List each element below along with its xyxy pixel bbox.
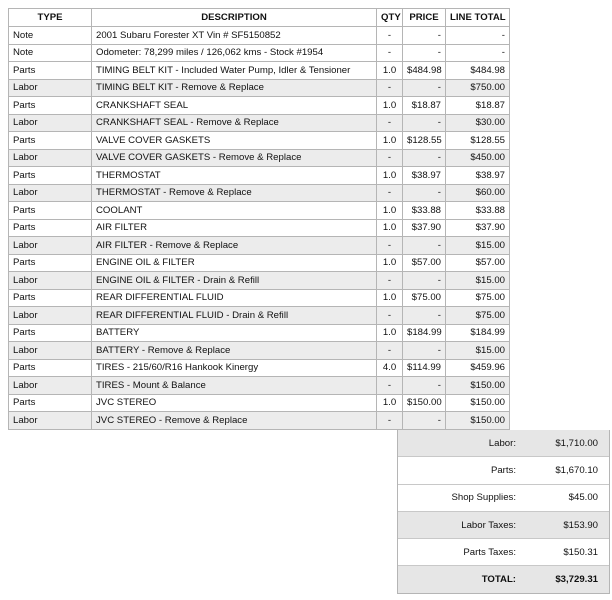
- table-row: [9, 149, 510, 167]
- table-row: [9, 237, 510, 255]
- qty-cell: 1.0: [377, 219, 403, 237]
- price-cell: $128.55: [403, 132, 446, 150]
- description-cell: BATTERY - Remove & Replace: [92, 342, 377, 360]
- description-cell: REAR DIFFERENTIAL FLUID - Drain & Refill: [92, 307, 377, 325]
- table-row: [9, 342, 510, 360]
- type-cell: Labor: [9, 114, 92, 132]
- type-cell: Parts: [9, 219, 92, 237]
- qty-cell: -: [377, 114, 403, 132]
- qty-cell: 1.0: [377, 62, 403, 80]
- type-cell: Parts: [9, 289, 92, 307]
- description-cell: ENGINE OIL & FILTER: [92, 254, 377, 272]
- type-cell: Parts: [9, 167, 92, 185]
- type-cell: Labor: [9, 342, 92, 360]
- qty-cell: -: [377, 79, 403, 97]
- qty-cell: 1.0: [377, 289, 403, 307]
- price-cell: -: [403, 149, 446, 167]
- qty-cell: -: [377, 237, 403, 255]
- price-cell: -: [403, 44, 446, 62]
- qty-cell: -: [377, 27, 403, 45]
- totals-label: Labor Taxes:: [461, 519, 516, 531]
- line-items-table: [8, 8, 510, 430]
- qty-cell: -: [377, 184, 403, 202]
- price-cell: $38.97: [403, 167, 446, 185]
- price-cell: -: [403, 272, 446, 290]
- column-header-description: DESCRIPTION: [92, 9, 377, 27]
- table-row: [9, 27, 510, 45]
- price-cell: $33.88: [403, 202, 446, 220]
- description-cell: JVC STEREO: [92, 394, 377, 412]
- price-cell: $75.00: [403, 289, 446, 307]
- description-cell: BATTERY: [92, 324, 377, 342]
- totals-value: $1,710.00: [555, 437, 598, 449]
- line-total-cell: $60.00: [446, 184, 510, 202]
- description-cell: VALVE COVER GASKETS - Remove & Replace: [92, 149, 377, 167]
- description-cell: AIR FILTER - Remove & Replace: [92, 237, 377, 255]
- totals-value: $1,670.10: [555, 464, 598, 476]
- line-items-body: [9, 27, 510, 430]
- table-row: [9, 254, 510, 272]
- column-header-type: TYPE: [9, 9, 92, 27]
- line-total-cell: $37.90: [446, 219, 510, 237]
- description-cell: REAR DIFFERENTIAL FLUID: [92, 289, 377, 307]
- qty-cell: -: [377, 342, 403, 360]
- type-cell: Note: [9, 27, 92, 45]
- totals-row-labor: [398, 430, 609, 456]
- qty-cell: 1.0: [377, 254, 403, 272]
- column-header-line-total: LINE TOTAL: [446, 9, 510, 27]
- totals-label: Shop Supplies:: [451, 492, 516, 504]
- line-total-cell: $30.00: [446, 114, 510, 132]
- qty-cell: -: [377, 307, 403, 325]
- qty-cell: 1.0: [377, 132, 403, 150]
- type-cell: Parts: [9, 394, 92, 412]
- description-cell: Odometer: 78,299 miles / 126,062 kms - Stock #1954: [92, 44, 377, 62]
- qty-cell: 1.0: [377, 97, 403, 115]
- table-header-row: [9, 9, 510, 27]
- grand-total-value: $3,729.31: [555, 574, 598, 586]
- type-cell: Parts: [9, 202, 92, 220]
- line-total-cell: $57.00: [446, 254, 510, 272]
- line-total-cell: $128.55: [446, 132, 510, 150]
- type-cell: Parts: [9, 97, 92, 115]
- line-total-cell: $459.96: [446, 359, 510, 377]
- price-cell: -: [403, 412, 446, 430]
- qty-cell: 1.0: [377, 167, 403, 185]
- type-cell: Labor: [9, 79, 92, 97]
- description-cell: CRANKSHAFT SEAL: [92, 97, 377, 115]
- description-cell: COOLANT: [92, 202, 377, 220]
- table-row: [9, 394, 510, 412]
- type-cell: Labor: [9, 184, 92, 202]
- qty-cell: -: [377, 44, 403, 62]
- type-cell: Parts: [9, 324, 92, 342]
- description-cell: ENGINE OIL & FILTER - Drain & Refill: [92, 272, 377, 290]
- table-row: [9, 184, 510, 202]
- line-total-cell: $750.00: [446, 79, 510, 97]
- line-total-cell: $450.00: [446, 149, 510, 167]
- description-cell: THERMOSTAT: [92, 167, 377, 185]
- qty-cell: -: [377, 412, 403, 430]
- totals-row-grand-total: [398, 565, 609, 592]
- line-total-cell: $18.87: [446, 97, 510, 115]
- line-total-cell: $33.88: [446, 202, 510, 220]
- description-cell: CRANKSHAFT SEAL - Remove & Replace: [92, 114, 377, 132]
- totals-row-parts-taxes: [398, 538, 609, 565]
- description-cell: TIRES - 215/60/R16 Hankook Kinergy: [92, 359, 377, 377]
- qty-cell: 1.0: [377, 394, 403, 412]
- type-cell: Parts: [9, 62, 92, 80]
- totals-value: $153.90: [563, 519, 598, 531]
- qty-cell: 1.0: [377, 202, 403, 220]
- line-total-cell: $15.00: [446, 237, 510, 255]
- table-row: [9, 44, 510, 62]
- type-cell: Labor: [9, 307, 92, 325]
- price-cell: $114.99: [403, 359, 446, 377]
- price-cell: $57.00: [403, 254, 446, 272]
- totals-value: $150.31: [563, 546, 598, 558]
- type-cell: Parts: [9, 359, 92, 377]
- table-row: [9, 132, 510, 150]
- line-total-cell: $15.00: [446, 272, 510, 290]
- type-cell: Labor: [9, 272, 92, 290]
- line-total-cell: $38.97: [446, 167, 510, 185]
- totals-row-parts: [398, 456, 609, 483]
- type-cell: Labor: [9, 412, 92, 430]
- line-total-cell: $150.00: [446, 394, 510, 412]
- line-total-cell: $484.98: [446, 62, 510, 80]
- type-cell: Parts: [9, 132, 92, 150]
- line-total-cell: $150.00: [446, 412, 510, 430]
- description-cell: 2001 Subaru Forester XT Vin # SF5150852: [92, 27, 377, 45]
- line-total-cell: -: [446, 44, 510, 62]
- line-total-cell: $184.99: [446, 324, 510, 342]
- table-row: [9, 114, 510, 132]
- description-cell: TIMING BELT KIT - Remove & Replace: [92, 79, 377, 97]
- price-cell: -: [403, 27, 446, 45]
- totals-label: Parts Taxes:: [463, 546, 516, 558]
- grand-total-label: TOTAL:: [481, 574, 516, 586]
- price-cell: -: [403, 342, 446, 360]
- table-row: [9, 324, 510, 342]
- price-cell: -: [403, 114, 446, 132]
- totals-value: $45.00: [568, 492, 598, 504]
- line-total-cell: $75.00: [446, 289, 510, 307]
- table-row: [9, 412, 510, 430]
- price-cell: -: [403, 79, 446, 97]
- table-row: [9, 377, 510, 395]
- type-cell: Parts: [9, 254, 92, 272]
- price-cell: $184.99: [403, 324, 446, 342]
- qty-cell: -: [377, 377, 403, 395]
- column-header-price: PRICE: [403, 9, 446, 27]
- table-row: [9, 289, 510, 307]
- table-row: [9, 219, 510, 237]
- description-cell: VALVE COVER GASKETS: [92, 132, 377, 150]
- table-row: [9, 202, 510, 220]
- qty-cell: 1.0: [377, 324, 403, 342]
- qty-cell: -: [377, 272, 403, 290]
- line-total-cell: $75.00: [446, 307, 510, 325]
- price-cell: $37.90: [403, 219, 446, 237]
- description-cell: THERMOSTAT - Remove & Replace: [92, 184, 377, 202]
- type-cell: Labor: [9, 377, 92, 395]
- table-row: [9, 359, 510, 377]
- table-row: [9, 62, 510, 80]
- line-total-cell: $15.00: [446, 342, 510, 360]
- price-cell: -: [403, 184, 446, 202]
- price-cell: -: [403, 307, 446, 325]
- line-total-cell: $150.00: [446, 377, 510, 395]
- totals-summary: [397, 430, 610, 594]
- line-total-cell: -: [446, 27, 510, 45]
- description-cell: AIR FILTER: [92, 219, 377, 237]
- type-cell: Note: [9, 44, 92, 62]
- table-row: [9, 167, 510, 185]
- table-row: [9, 97, 510, 115]
- column-header-qty: QTY: [377, 9, 403, 27]
- table-row: [9, 307, 510, 325]
- price-cell: -: [403, 237, 446, 255]
- price-cell: $150.00: [403, 394, 446, 412]
- qty-cell: 4.0: [377, 359, 403, 377]
- totals-label: Labor:: [488, 437, 516, 449]
- price-cell: $484.98: [403, 62, 446, 80]
- type-cell: Labor: [9, 237, 92, 255]
- totals-label: Parts:: [490, 464, 516, 476]
- totals-row-labor-taxes: [398, 511, 609, 538]
- type-cell: Labor: [9, 149, 92, 167]
- description-cell: JVC STEREO - Remove & Replace: [92, 412, 377, 430]
- price-cell: $18.87: [403, 97, 446, 115]
- qty-cell: -: [377, 149, 403, 167]
- table-row: [9, 79, 510, 97]
- table-row: [9, 272, 510, 290]
- description-cell: TIMING BELT KIT - Included Water Pump, Idler & Tensioner: [92, 62, 377, 80]
- price-cell: -: [403, 377, 446, 395]
- description-cell: TIRES - Mount & Balance: [92, 377, 377, 395]
- totals-row-shop-supplies: [398, 484, 609, 511]
